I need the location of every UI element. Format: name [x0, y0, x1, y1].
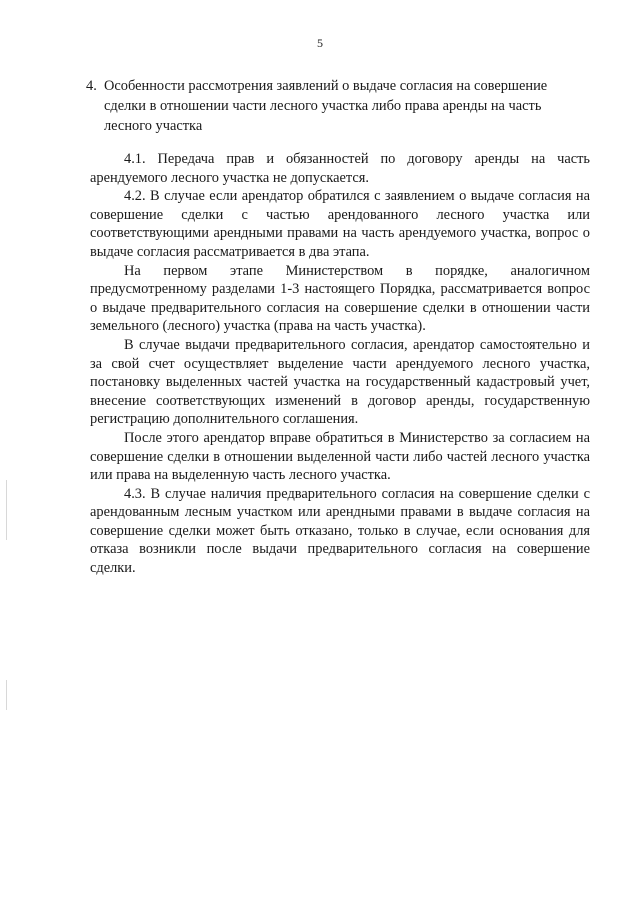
section-number: 4. — [86, 78, 97, 94]
paragraph-after-allocation: После этого арендатор вправе обратиться в Министерство за согласием на совершение сделки в отношении выделенной части либо частей лесного участка или права на выделенную часть лесного участка. — [90, 429, 590, 484]
scan-edge-mark — [6, 480, 7, 540]
section-heading — [86, 76, 586, 136]
paragraph-4-2: 4.2. В случае если арендатор обратился с заявлением о выдаче согласия на совершение сделки с частью арендованного лесного участка или соответствующими арендными правами на часть арендуемого участка, вопрос о выдаче согласия рассматривается в два этапа. — [90, 188, 590, 260]
paragraph-first-stage: На первом этапе Министерством в порядке, аналогичном предусмотренному разделами 1-3 настоящего Порядка, рассматривается вопрос о выдаче предварительного согласия на совершение сделки в отношении части земельного (лесного) участка (права на часть участка). — [90, 262, 590, 335]
section-title: Особенности рассмотрения заявлений о выдаче согласия на совершение сделки в отношении части лесного участка либо права аренды на часть лесного участка — [104, 78, 548, 134]
document-body — [90, 150, 590, 578]
paragraph-preliminary-consent: В случае выдачи предварительного согласия, арендатор самостоятельно и за свой счет осуществляет выделение части арендуемого лесного участка, постановку выделенных частей участка на государственный кадастровый учет, внесение соответствующих изменений в договор аренды, государственную регистрацию дополнительного соглашения. — [90, 336, 590, 428]
scan-edge-mark — [6, 680, 7, 710]
paragraph-4-1: 4.1. Передача прав и обязанностей по договору аренды на часть арендуемого лесного участка не допускается. — [90, 151, 590, 186]
page-number: 5 — [317, 36, 323, 50]
paragraph-4-3: 4.3. В случае наличия предварительного согласия на совершение сделки с арендованным лесным участком или арендными правами в выдаче согласия на совершение сделки может быть отказано, только в случае, если основания для отказа возникли после выдачи предварительного согласия на совершение сделки. — [90, 485, 590, 577]
